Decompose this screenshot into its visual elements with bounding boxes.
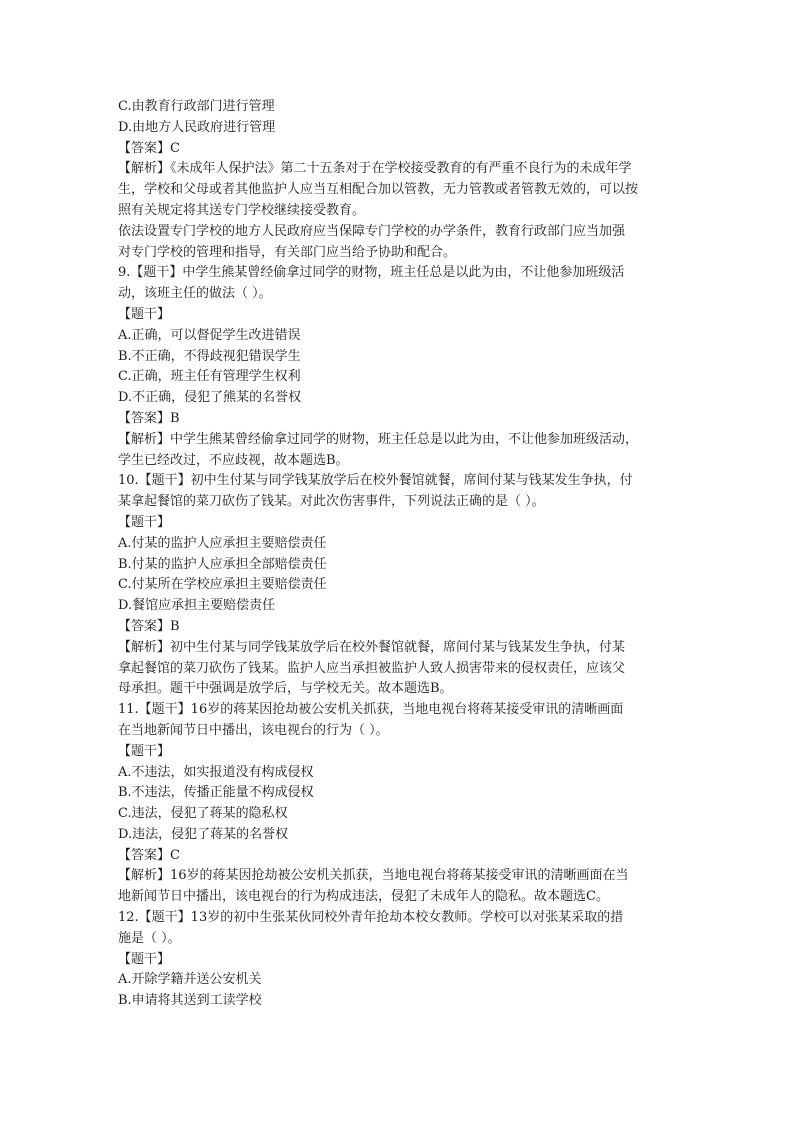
text-line: A.开除学籍并送公安机关 [118,972,262,988]
text-line: 某拿起餐馆的菜刀砍伤了钱某。对此次伤害事件，下列说法正确的是（ ）。 [118,494,545,510]
document-page [118,97,688,1012]
text-line: 11.【题干】16岁的蒋某因抢劫被公安机关抓获，当地电视台将蒋某接受审讯的清晰画面 [118,702,624,718]
text-line: 【答案】C [118,140,180,156]
text-line: 【题干】 [118,306,171,322]
text-line: 9.【题干】中学生熊某曾经偷拿过同学的财物，班主任总是以此为由，不让他参加班级活 [118,265,625,281]
text-line: 学生已经改过，不应歧视，故本题选B。 [118,452,349,468]
text-line: 【答案】B [118,618,180,634]
text-line: 依法设置专门学校的地方人民政府应当保障专门学校的办学条件，教育行政部门应当加强 [118,223,626,239]
text-line: 【解析】初中生付某与同学钱某放学后在校外餐馆就餐，席间付某与钱某发生争执，付某 [118,639,626,655]
text-line: 【解析】《未成年人保护法》第二十五条对于在学校接受教育的有严重不良行为的未成年学 [118,161,632,177]
text-line: 【题干】 [118,514,171,530]
text-line: 【题干】 [118,951,171,967]
text-line: 对专门学校的管理和指导，有关部门应当给予协助和配合。 [118,244,457,260]
text-line: 【题干】 [118,743,171,759]
text-line: D.由地方人民政府进行管理 [118,119,276,135]
text-line: 【答案】C [118,847,180,863]
text-line: C.付某所在学校应承担主要赔偿责任 [118,577,327,593]
text-line: D.餐馆应承担主要赔偿责任 [118,598,276,614]
text-line: 照有关规定将其送专门学校继续接受教育。 [118,202,366,218]
text-line: A.正确，可以督促学生改进错误 [118,327,301,343]
text-line: D.违法，侵犯了蒋某的名誉权 [118,826,289,842]
text-line: C.违法，侵犯了蒋某的隐私权 [118,806,288,822]
text-line: B.申请将其送到工读学校 [118,993,262,1009]
text-line: 动，该班主任的做法（ ）。 [118,286,272,302]
text-line: 拿起餐馆的菜刀砍伤了钱某。监护人应当承担被监护人致人损害带来的侵权责任，应该父 [118,660,626,676]
text-line: A.不违法，如实报道没有构成侵权 [118,764,314,780]
text-line: 12.【题干】13岁的初中生张某伙同校外青年抢劫本校女教师。学校可以对张某采取的措 [118,910,624,926]
text-line: B.不违法，传播正能量不构成侵权 [118,785,314,801]
text-line: 在当地新闻节日中播出，该电视台的行为（ ）。 [118,722,389,738]
text-line: 【答案】B [118,410,180,426]
text-line: D.不正确，侵犯了熊某的名誉权 [118,390,302,406]
text-line: 10.【题干】初中生付某与同学钱某放学后在校外餐馆就餐，席间付某与钱某发生争执，付 [118,473,633,489]
text-line: C.由教育行政部门进行管理 [118,99,275,114]
text-line: B.付某的监护人应承担全部赔偿责任 [118,556,327,572]
text-line: A.付某的监护人应承担主要赔偿责任 [118,535,327,551]
text-line: 施是（ ）。 [118,930,181,946]
text-line: B.不正确，不得歧视犯错误学生 [118,348,301,364]
text-line: 生，学校和父母或者其他监护人应当互相配合加以管教，无力管教或者管教无效的，可以按 [118,182,639,198]
text-line: 母承担。题干中强调是放学后，与学校无关。故本题选B。 [118,681,453,697]
text-line: 地新闻节日中播出，该电视台的行为构成违法，侵犯了未成年人的隐私。故本题选C。 [118,889,609,905]
text-line: C.正确，班主任有管理学生权利 [118,369,301,385]
text-line: 【解析】16岁的蒋某因抢劫被公安机关抓获，当地电视台将蒋某接受审讯的清晰画面在当 [118,868,629,884]
text-line: 【解析】中学生熊某曾经偷拿过同学的财物，班主任总是以此为由，不让他参加班级活动， [118,431,639,447]
